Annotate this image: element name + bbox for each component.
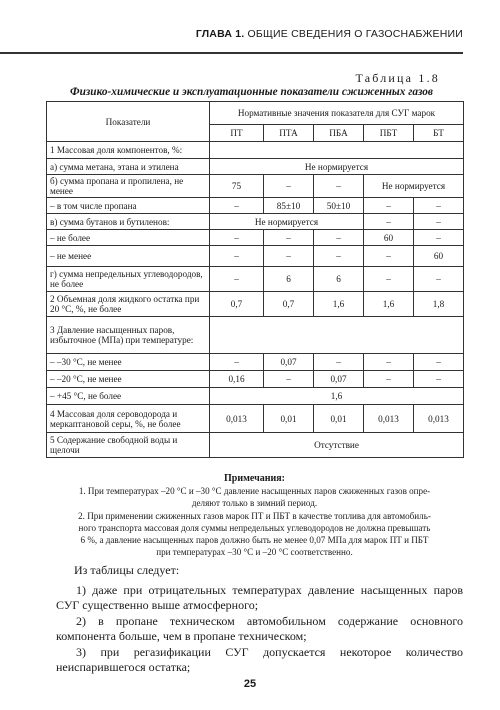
table-row (47, 371, 464, 388)
row-cell: Не нормируется (364, 175, 464, 198)
table-row (47, 198, 464, 214)
row-cell: 0,7 (210, 292, 264, 317)
row-cell: – (414, 267, 464, 292)
grade-pbt: ПБТ (364, 125, 414, 142)
row-cell: – (210, 246, 264, 267)
row-label: – в том числе пропана (47, 198, 210, 214)
row-cell: Не нормируется (210, 159, 464, 175)
row-cell: 1,8 (414, 292, 464, 317)
row-label: – –20 °С, не менее (47, 371, 210, 388)
body-paragraph (56, 583, 463, 613)
table-row (47, 142, 464, 159)
row-cell: – (364, 198, 414, 214)
row-cell: 0,013 (364, 405, 414, 433)
row-cell: – (210, 198, 264, 214)
table-row (47, 292, 464, 317)
row-cell: 85±10 (264, 198, 314, 214)
data-table (46, 101, 464, 458)
row-cell: – (314, 246, 364, 267)
row-cell: 50±10 (314, 198, 364, 214)
row-cell: – (210, 354, 264, 371)
grade-bt: БТ (414, 125, 464, 142)
row-cell: – (364, 354, 414, 371)
row-label: а) сумма метана, этана и этилена (47, 159, 210, 175)
table-row (47, 214, 464, 230)
row-cell: – (264, 175, 314, 198)
row-label: – –30 °С, не менее (47, 354, 210, 371)
row-cell: 75 (210, 175, 264, 198)
row-cell: 1,6 (210, 388, 464, 405)
row-cell: Отсутствие (210, 433, 464, 458)
notes-title: Примечания: (223, 473, 285, 484)
table-row (47, 246, 464, 267)
body-intro: Из таблицы следует: (74, 563, 180, 577)
row-cell: 0,013 (210, 405, 264, 433)
row-cell: 60 (414, 246, 464, 267)
row-cell: – (314, 354, 364, 371)
row-cell: – (364, 214, 414, 230)
note-line: при температурах –30 °С и –20 °С соответственно. (156, 547, 353, 557)
table-row (47, 317, 464, 354)
body-paragraph (56, 614, 463, 644)
note-line: 6 %, а давление насыщенных паров должно быть не менее 0,07 МПа для марок ПТ и ПБТ (80, 535, 429, 545)
running-header (0, 12, 463, 54)
note-line: 1. При температурах –20 °С и –30 °С давление насыщенных паров сжиженных газов опре- (78, 486, 431, 496)
row-cell: – (414, 371, 464, 388)
row-cell: – (414, 354, 464, 371)
paragraph-text: 3) при регазификации СУГ допускается некоторое количество неиспарившегося остатка; (56, 645, 463, 674)
row-cell: 0,01 (314, 405, 364, 433)
row-cell: 1,6 (314, 292, 364, 317)
header-param: Показатели (47, 102, 210, 142)
row-cell: 0,16 (210, 371, 264, 388)
header-norm: Нормативные значения показателя для СУГ марок (210, 102, 464, 125)
row-cell: – (364, 267, 414, 292)
row-cell: 6 (314, 267, 364, 292)
row-cell: – (314, 230, 364, 246)
row-cell: 60 (364, 230, 414, 246)
grade-pta: ПТА (264, 125, 314, 142)
row-cell: – (264, 246, 314, 267)
table-row (47, 388, 464, 405)
table-row (47, 405, 464, 433)
row-cell: – (210, 230, 264, 246)
row-label: – +45 °С, не более (47, 388, 210, 405)
row-cell: Не нормируется (210, 214, 364, 230)
paragraph-text: 2) в пропане техническом автомобильном содержание основного компонента больше, чем в пропане техническом; (56, 614, 463, 643)
row-cell (210, 317, 464, 354)
row-label: в) сумма бутанов и бутиленов: (47, 214, 210, 230)
row-cell: 0,07 (314, 371, 364, 388)
row-cell: – (314, 175, 364, 198)
body-paragraph (56, 645, 463, 675)
row-cell: – (414, 230, 464, 246)
table-row (47, 267, 464, 292)
chapter-title: ОБЩИЕ СВЕДЕНИЯ О ГАЗОСНАБЖЕНИИ (247, 28, 463, 40)
row-label: 5 Содержание свободной воды и щелочи (47, 433, 210, 458)
table-row (47, 175, 464, 198)
grade-pt: ПТ (210, 125, 264, 142)
row-cell: 1,6 (364, 292, 414, 317)
table-row (47, 159, 464, 175)
paragraph-text: 1) даже при отрицательных температурах давление насыщенных паров СУГ существенно выше атмосферного; (56, 583, 463, 612)
note-line: 2. При применении сжиженных газов марок ПТ и ПБТ в качестве топлива для автомобиль- (78, 511, 431, 521)
table-number: Таблица 1.8 (355, 71, 440, 85)
grade-pba: ПБА (314, 125, 364, 142)
row-label: 2 Объемная доля жидкого остатка при 20 °С, %, не более (47, 292, 210, 317)
note-line: деляют только в зимний период. (191, 498, 318, 508)
table-row (47, 433, 464, 458)
row-cell: – (264, 371, 314, 388)
row-cell: – (210, 267, 264, 292)
table-row (47, 230, 464, 246)
row-cell: – (364, 371, 414, 388)
page-number: 25 (243, 678, 257, 690)
chapter-label: ГЛАВА 1. (195, 28, 245, 40)
row-cell (210, 142, 464, 159)
row-label: б) сумма пропана и пропилена, не менее (47, 175, 210, 198)
row-cell: – (414, 214, 464, 230)
row-label: – не более (47, 230, 210, 246)
header-text (196, 28, 463, 40)
row-label: 4 Массовая доля сероводорода и меркаптановой серы, %, не более (47, 405, 210, 433)
row-cell: – (414, 198, 464, 214)
row-label: – не менее (47, 246, 210, 267)
row-label: г) сумма непредельных углеводородов, не более (47, 267, 210, 292)
row-cell: 6 (264, 267, 314, 292)
table-title: Физико-химические и эксплуатационные показатели сжиженных газов (70, 86, 433, 98)
table-header-row (47, 102, 464, 125)
row-label: 1 Массовая доля компонентов, %: (47, 142, 210, 159)
row-cell: 0,01 (264, 405, 314, 433)
row-cell: – (264, 230, 314, 246)
row-cell: 0,07 (264, 354, 314, 371)
row-cell: 0,013 (414, 405, 464, 433)
row-cell: – (364, 246, 414, 267)
note-line: ного транспорта массовая доля суммы непредельных углеводородов не должна превышать (78, 523, 431, 533)
row-label: 3 Давление насыщенных паров, избыточное (МПа) при температуре: (47, 317, 210, 354)
row-cell: 0,7 (264, 292, 314, 317)
table-row (47, 354, 464, 371)
